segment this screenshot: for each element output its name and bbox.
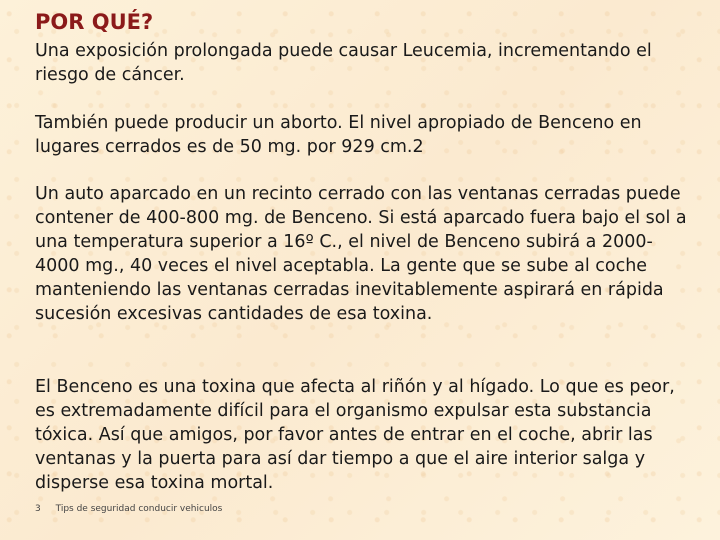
paragraph-toxina: El Benceno es una toxina que afecta al riñón y al hígado. Lo que es peor, es extremadamente difícil para el organismo expulsar esta substancia tóxica. Así que amigos, por favor antes de entrar en el coche, abrir las ventanas y la puerta para así dar tiempo a que el aire interior salga y disperse esa toxina mortal. xyxy=(35,377,675,493)
footer-text: Tips de seguridad conducir vehiculos xyxy=(55,504,223,514)
slide-footer xyxy=(35,503,222,515)
paragraph-leucemia: Una exposición prolongada puede causar Leucemia, incrementando el riesgo de cáncer. xyxy=(35,41,652,85)
slide-title: POR QUÉ? xyxy=(35,10,154,34)
paragraph-auto-aparcado: Un auto aparcado en un recinto cerrado con las ventanas cerradas puede contener de 400-800 mg. de Benceno. Si está aparcado fuera bajo el sol a una temperatura superior a 16º C., el nivel de Benceno subirá a 2000-4000 mg., 40 veces el nivel aceptabla. La gente que se sube al coche manteniendo las ventanas cerradas inevitablemente aspirará en rápida sucesión excesivas cantidades de esa toxina. xyxy=(35,184,687,324)
page-number: 3 xyxy=(35,504,41,514)
paragraph-aborto: También puede producir un aborto. El nivel apropiado de Benceno en lugares cerrados es de 50 mg. por 929 cm.2 xyxy=(35,113,642,157)
